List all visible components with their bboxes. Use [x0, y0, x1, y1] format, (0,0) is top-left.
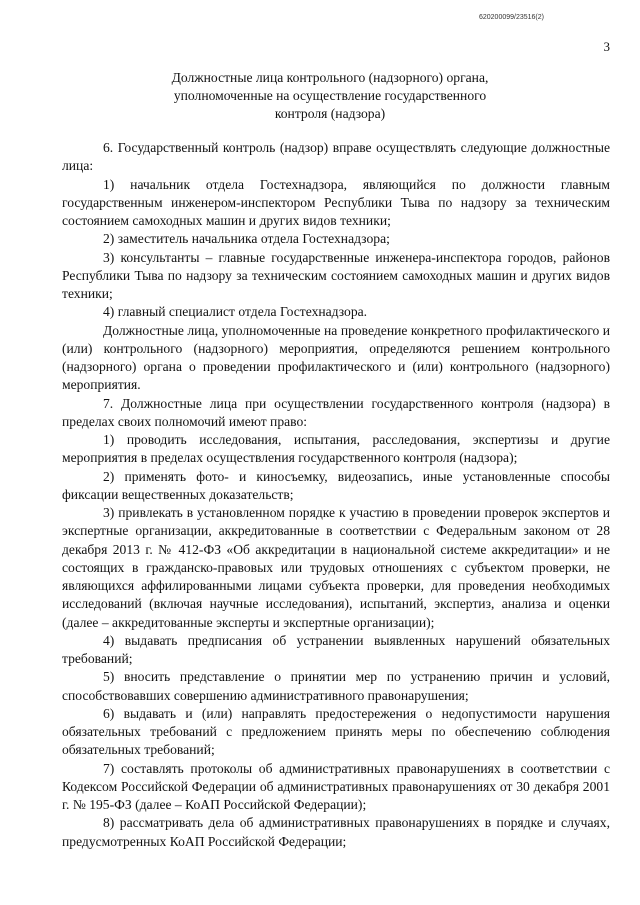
section-title-line: контроля (надзора) — [274, 106, 386, 121]
list-item: 6) выдавать и (или) направлять предостережения о недопустимости нарушения обязательных требований с предложением принять меры по обеспечению соблюдения обязательных требований; — [62, 705, 610, 758]
list-item: 7) составлять протоколы об административных правонарушениях в соответствии с Кодексом Российской Федерации об административных правонарушениях от 30 декабря 2001 г. № 195-ФЗ (далее – КоАП Российской Федерации); — [62, 760, 610, 812]
list-item: 4) главный специалист отдела Гостехнадзора. — [103, 304, 368, 320]
list-item: 2) заместитель начальника отдела Гостехнадзора; — [103, 231, 390, 247]
list-item: 3) консультанты – главные государственные инженера-инспектора городов, районов Республики Тыва по надзору за техническим состоянием самоходных машин и других видов техники; — [62, 249, 610, 301]
document-code: 620200099/23516(2) — [478, 14, 544, 21]
paragraph-6-intro: 6. Государственный контроль (надзор) вправе осуществлять следующие должностные лица: — [62, 140, 610, 174]
page-number: 3 — [603, 39, 610, 54]
document-body — [62, 139, 610, 851]
list-item: 8) рассматривать дела об административных правонарушениях в порядке и случаях, предусмотренных КоАП Российской Федерации; — [62, 815, 610, 849]
list-item: 3) привлекать в установленном порядке к участию в проведении проверок экспертов и экспертные организации, аккредитованные в соответствии с Федеральным законом от 28 декабря 2013 г. № 412-ФЗ «Об аккредитации в национальной системе аккредитации» и не состоящих в гражданско-правовых или трудовых отношениях с субъектом проверки, не являющихся аффилированными лицами субъекта проверки, для проведения необходимых исследований (включая научные исследования), испытаний, экспертиз, анализа и оценки (далее – аккредитованные эксперты и экспертные организации); — [62, 505, 610, 630]
list-item: 1) проводить исследования, испытания, расследования, экспертизы и другие мероприятия в пределах осуществления государственного контроля (надзора); — [62, 432, 610, 466]
list-item: 2) применять фото- и киносъемку, видеозапись, иные установленные способы фиксации вещественных доказательств; — [62, 468, 610, 502]
section-title-line: уполномоченные на осуществление государственного — [173, 88, 487, 103]
paragraph: Должностные лица, уполномоченные на проведение конкретного профилактического и (или) контрольного (надзорного) мероприятия, определяются решением контрольного (надзорного) органа о проведении профилактического и (или) контрольного (надзорного) мероприятия. — [62, 322, 610, 393]
list-item: 5) вносить представление о принятии мер по устранению причин и условий, способствовавших совершению административного правонарушения; — [62, 669, 610, 703]
list-item: 1) начальник отдела Гостехнадзора, являющийся по должности главным государственным инженером-инспектором Республики Тыва по надзору за техническим состоянием самоходных машин и других видов техники; — [62, 176, 610, 228]
section-title — [120, 69, 540, 123]
list-item: 4) выдавать предписания об устранении выявленных нарушений обязательных требований; — [62, 632, 610, 666]
section-title-line: Должностные лица контрольного (надзорного) органа, — [171, 70, 489, 85]
paragraph-7-intro: 7. Должностные лица при осуществлении государственного контроля (надзора) в пределах своих полномочий имеют право: — [62, 395, 610, 429]
